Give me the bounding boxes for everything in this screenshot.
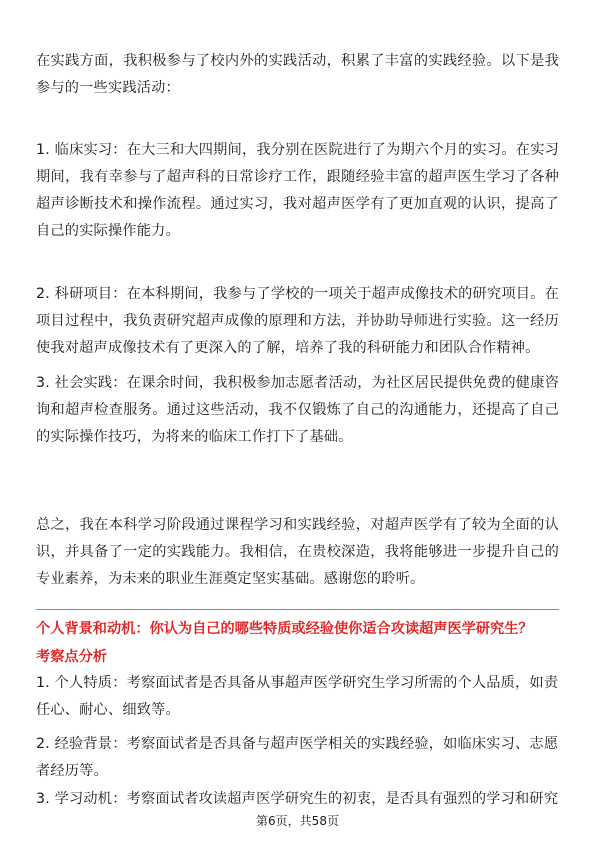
- paragraph-clinical-internship: 1. 临床实习：在大三和大四期间，我分别在医院进行了为期六个月的实习。在实习期间，我有幸参与了超声科的日常诊疗工作，跟随经验丰富的超声医生学习了各种超声诊断技术和操作流程。通过实习，我对超声医学有了更加直观的认识，提高了自己的实际操作能力。: [36, 142, 559, 239]
- paragraph-research-project: 2. 科研项目：在本科期间，我参与了学校的一项关于超声成像技术的研究项目。在项目过程中，我负责研究超声成像的原理和方法，并协助导师进行实验。这一经历使我对超声成像技术有了更深入的了解，培养了我的科研能力和团队合作精神。: [36, 286, 559, 356]
- analysis-item-personal-traits: 1. 个人特质：考察面试者是否具备从事超声医学研究生学习所需的个人品质，如责任心、耐心、细致等。: [36, 675, 559, 718]
- analysis-item-experience: 2. 经验背景：考察面试者是否具备与超声医学相关的实践经验，如临床实习、志愿者经历等。: [36, 736, 559, 779]
- analysis-heading: 考察点分析: [36, 649, 107, 665]
- paragraph-conclusion: 总之，我在本科学习阶段通过课程学习和实践经验，对超声医学有了较为全面的认识，并具备了一定的实践能力。我相信，在贵校深造，我将能够进一步提升自己的专业素养，为未来的职业生涯奠定坚实基础。感谢您的聆听。: [36, 517, 559, 587]
- analysis-item-motivation: 3. 学习动机：考察面试者攻读超声医学研究生的初衷，是否具有强烈的学习和研究: [36, 791, 559, 807]
- page-number-footer: 第6页，共58页: [256, 814, 339, 828]
- paragraph-social-practice: 3. 社会实践：在课余时间，我积极参加志愿者活动，为社区居民提供免费的健康咨询和超声检查服务。通过这些活动，我不仅锻炼了自己的沟通能力，还提高了自己的实际操作技巧，为将来的临床工作打下了基础。: [36, 375, 559, 445]
- paragraph-intro: 在实践方面，我积极参与了校内外的实践活动，积累了丰富的实践经验。以下是我参与的一些实践活动：: [36, 53, 559, 96]
- document-page: [36, 0, 559, 842]
- question-heading: 个人背景和动机：你认为自己的哪些特质或经验使你适合攻读超声医学研究生？: [36, 621, 533, 637]
- section-divider: [36, 609, 559, 610]
